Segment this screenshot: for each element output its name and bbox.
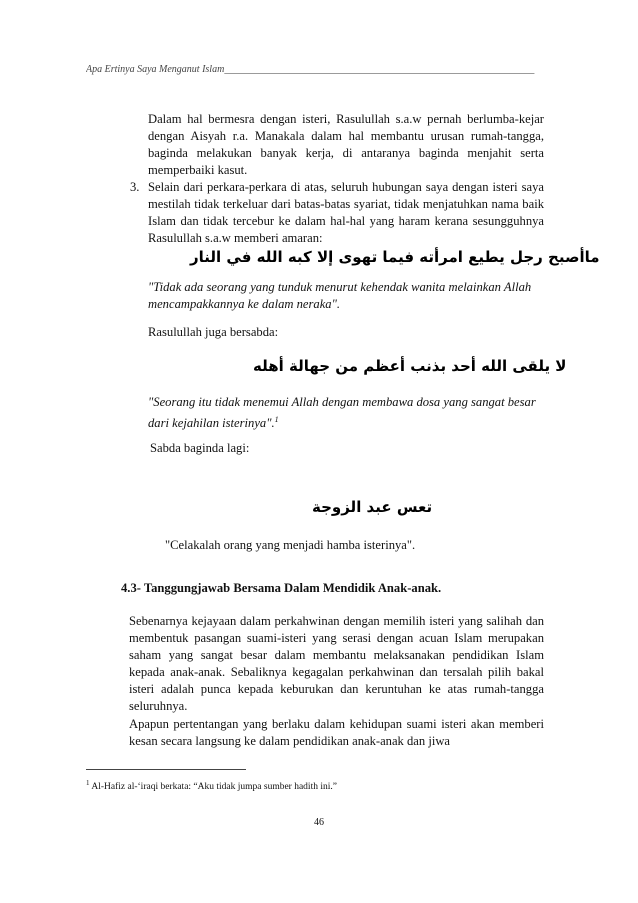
arabic-hadith-2: لا يلقى الله أحد بذنب أعظم من جهالة أهله bbox=[253, 357, 567, 375]
quote-translation-2 bbox=[148, 394, 544, 432]
list-number-3: 3. bbox=[130, 180, 140, 194]
footnote-rule bbox=[86, 769, 246, 770]
paragraph-apapun: Apapun pertentangan yang berlaku dalam kehidupan suami isteri akan memberi kesan secara langsung ke dalam pendidikan anak-anak dan jiwa bbox=[129, 717, 544, 748]
footnote-ref[interactable]: 1 bbox=[274, 415, 279, 424]
list-item-3-text: Selain dari perkara-perkara di atas, seluruh hubungan saya dengan isteri saya mestilah tidak terkeluar dari batas-batas syariat, tidak menjatuhkan nama baik Islam dan tidak tercebur ke dalam hal-hal yang haram kerana sesungguhnya Rasulullah s.a.w memberi amaran: bbox=[148, 180, 544, 245]
section-heading: 4.3- Tanggungjawab Bersama Dalam Mendidik Anak-anak. bbox=[121, 581, 442, 595]
footnote-marker: 1 bbox=[86, 779, 90, 787]
quote-translation-2-text: "Seorang itu tidak menemui Allah dengan membawa dosa yang sangat besar dari kejahilan isterinya". bbox=[148, 395, 536, 431]
arabic-hadith-3: تعس عبد الزوجة bbox=[312, 498, 433, 516]
footnote bbox=[86, 779, 337, 792]
paragraph-kejayaan: Sebenarnya kejayaan dalam perkahwinan dengan memilih isteri yang salihah dan membentuk pasangan suami-isteri yang serasi dengan acuan Islam merupakan saham yang sangat besar dalam membantu melaksanakan pendidikan Islam kepada anak-anak. Sebaliknya kegagalan perkahwinan dan tersalah pilih bakal isteri adalah punca kepada keburukan dan keruntuhan ke atas rumah-tangga seluruhnya. bbox=[129, 614, 544, 713]
line-rasulullah-bersabda: Rasulullah juga bersabda: bbox=[148, 325, 279, 339]
arabic-hadith-1: ماأصبح رجل يطيع امرأته فيما تهوى إلا كبه الله في النار bbox=[190, 248, 600, 266]
running-header-title: Apa Ertinya Saya Menganut Islam bbox=[86, 64, 225, 75]
running-header bbox=[86, 64, 542, 75]
footnote-text: Al-Hafiz al-‘iraqi berkata: “Aku tidak jumpa sumber hadith ini.” bbox=[91, 782, 337, 793]
quote-translation-3: "Celakalah orang yang menjadi hamba isterinya". bbox=[165, 538, 416, 552]
quote-translation-1: "Tidak ada seorang yang tunduk menurut kehendak wanita melainkan Allah mencampakkannya ke dalam neraka". bbox=[148, 280, 532, 311]
line-sabda-baginda: Sabda baginda lagi: bbox=[150, 441, 250, 455]
page-number: 46 bbox=[314, 817, 324, 828]
running-header-rule: ______________________________________________________________ bbox=[224, 64, 535, 75]
paragraph-bermesra: Dalam hal bermesra dengan isteri, Rasulullah s.a.w pernah berlumba-kejar dengan Aisyah r.a. Manakala dalam hal membantu urusan rumah-tangga, baginda melakukan banyak kerja, di antaranya baginda menjahit serta memperbaiki kasut. bbox=[148, 112, 544, 177]
